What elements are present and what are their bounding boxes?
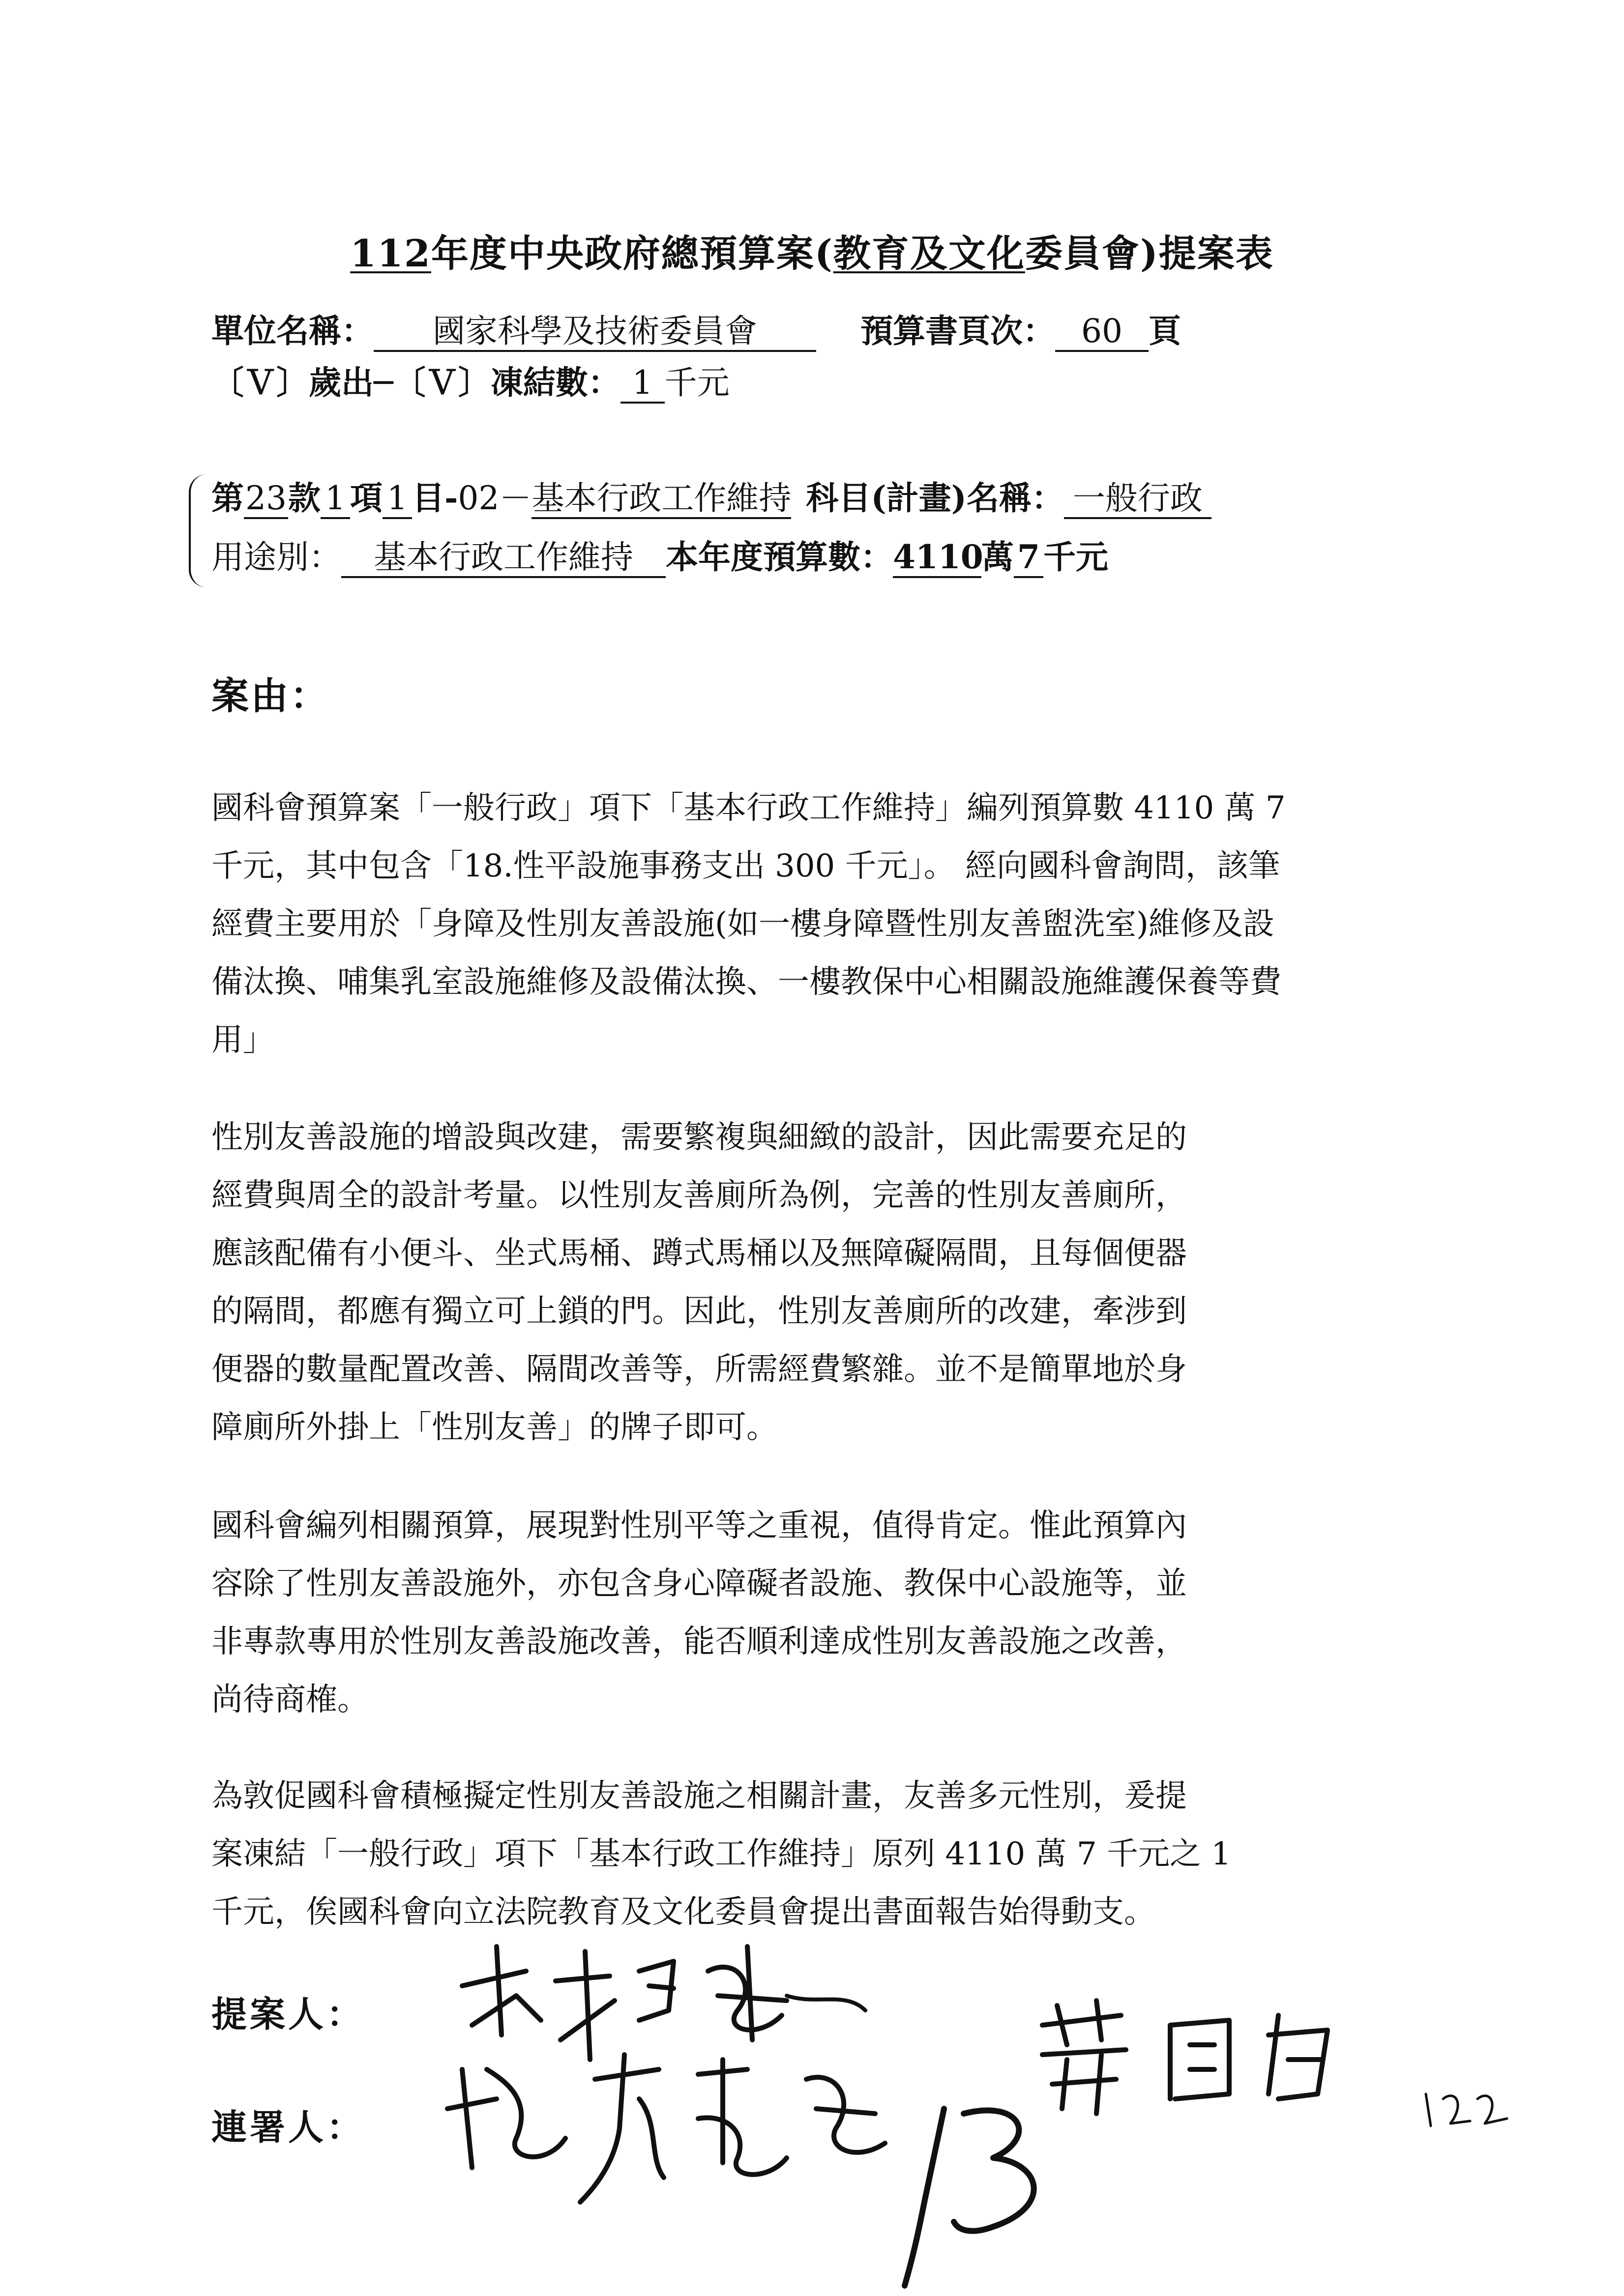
unit-label: 單位名稱： xyxy=(211,312,374,350)
title-part1: 年度中央政府總預算案( xyxy=(431,232,833,275)
kuan-label: 款 xyxy=(288,479,321,517)
budget-label: 本年度預算數： xyxy=(666,538,893,576)
mu-number: 1 xyxy=(383,480,412,519)
wan-label: 萬 xyxy=(981,538,1014,576)
proposer-label: 提案人： xyxy=(211,1993,365,2035)
budget-page-number: 60 xyxy=(1055,313,1149,352)
paragraph-line: 的隔間，都應有獨立可上鎖的門。因此，性別友善廁所的改建，牽涉到 xyxy=(211,1293,1187,1330)
reason-heading: 案由： xyxy=(211,674,329,718)
xiang-label: 項 xyxy=(350,479,383,517)
title-part2: 委員會)提案表 xyxy=(1025,232,1274,275)
paragraph-line: 千元，其中包含「18.性平設施事務支出 300 千元」。 經向國科會詢問，該筆 xyxy=(211,848,1280,884)
budget-wan: 4110 xyxy=(893,539,981,578)
paragraph-line: 案凍結「一般行政」項下「基本行政工作維持」原列 4110 萬 7 千元之 1 xyxy=(211,1836,1232,1872)
kuan-prefix: 第 xyxy=(211,479,244,517)
kuan-number: 23 xyxy=(244,480,288,519)
paragraph-line: 經費主要用於「身障及性別友善設施(如一樓身障暨性別友善盥洗室)維修及設 xyxy=(211,906,1274,942)
paragraph-line: 經費與周全的設計考量。以性別友善廁所為例，完善的性別友善廁所， xyxy=(211,1177,1187,1214)
freeze-unit: 千元 xyxy=(664,364,730,402)
paragraph-line: 為敦促國科會積極擬定性別友善設施之相關計畫，友善多元性別，爰提 xyxy=(211,1778,1187,1814)
mu-label: 目- xyxy=(412,479,458,517)
xiang-number: 1 xyxy=(321,480,350,519)
cosigner-signature-2 xyxy=(1023,1996,1367,2123)
unit-name: 國家科學及技術委員會 xyxy=(374,313,816,352)
item-dash: － xyxy=(499,479,532,517)
title-year: 112 xyxy=(350,232,431,275)
paragraph-line: 國科會編列相關預算，展現對性別平等之重視，值得肯定。惟此預算內 xyxy=(211,1508,1187,1544)
usage-name: 基本行政工作維持 xyxy=(341,539,666,578)
paragraph-4 xyxy=(211,1767,1231,1941)
paragraph-line: 性別友善設施的增設與改建，需要繁複與細緻的設計，因此需要充足的 xyxy=(211,1119,1187,1156)
paragraph-line: 用」 xyxy=(211,1022,274,1058)
paragraph-line: 千元，俟國科會向立法院教育及文化委員會提出書面報告始得動支。 xyxy=(211,1894,1155,1930)
paragraph-line: 尚待商榷。 xyxy=(211,1682,369,1718)
unit-row xyxy=(211,305,1181,352)
paragraph-2 xyxy=(211,1108,1187,1456)
qian-label: 千元 xyxy=(1043,538,1108,576)
form-title xyxy=(0,224,1624,277)
cosigner-signature-1 xyxy=(433,2040,1072,2296)
paragraph-line: 障廁所外掛上「性別友善」的牌子即可。 xyxy=(211,1409,778,1446)
item-code: 02 xyxy=(458,479,500,517)
subject-label: 科目(計畫)名稱： xyxy=(806,479,1064,517)
subject-name: 一般行政 xyxy=(1064,480,1211,519)
paragraph-line: 國科會預算案「一般行政」項下「基本行政工作維持」編列預算數 4110 萬 7 xyxy=(211,790,1286,826)
paragraph-1 xyxy=(211,779,1286,1069)
freeze-row xyxy=(211,356,730,404)
paragraph-line: 便器的數量配置改善、隔間改善等，所需經費繁雜。並不是簡單地於身 xyxy=(211,1351,1187,1388)
page-number-annotation xyxy=(1416,2079,1514,2138)
freeze-amount: 1 xyxy=(620,364,665,404)
paragraph-line: 應該配備有小便斗、坐式馬桶、蹲式馬桶以及無障礙隔間，且每個便器 xyxy=(211,1235,1187,1272)
budget-item-row xyxy=(211,472,1211,519)
freeze-options: 〔Ｖ〕歲出─〔Ｖ〕凍結數： xyxy=(211,363,620,402)
plan-name: 基本行政工作維持 xyxy=(531,480,791,519)
paragraph-line: 容除了性別友善設施外，亦包含身心障礙者設施、教保中心設施等，並 xyxy=(211,1566,1187,1602)
paragraph-line: 非專款專用於性別友善設施改善，能否順利達成性別友善設施之改善， xyxy=(211,1624,1187,1660)
cosigner-label: 連署人： xyxy=(211,2106,365,2148)
item-bracket xyxy=(189,474,208,587)
usage-row xyxy=(211,531,1108,578)
paragraph-3 xyxy=(211,1497,1187,1729)
paragraph-line: 備汰換、哺集乳室設施維修及設備汰換、一樓教保中心相關設施維護保養等費 xyxy=(211,964,1281,1000)
budget-qian: 7 xyxy=(1014,539,1043,578)
budget-page-unit: 頁 xyxy=(1149,312,1181,350)
budget-page-label: 預算書頁次： xyxy=(860,312,1055,350)
title-committee: 教育及文化 xyxy=(833,232,1025,275)
usage-label: 用途別： xyxy=(211,538,341,576)
